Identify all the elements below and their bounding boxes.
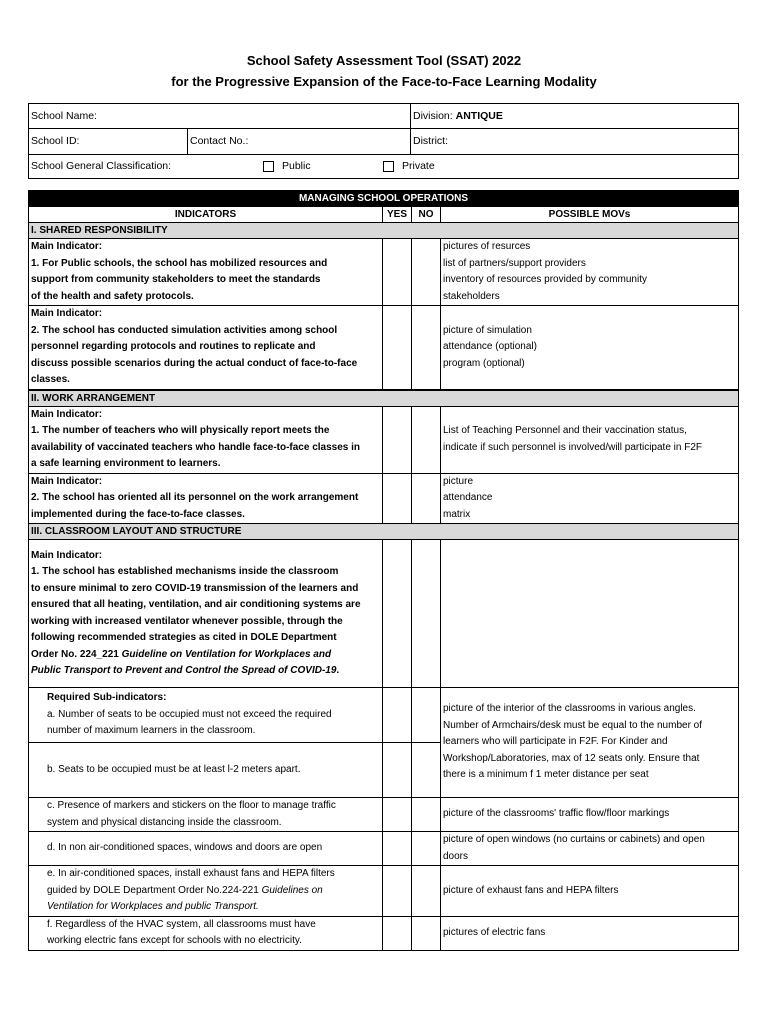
- yes-cell[interactable]: [383, 540, 412, 688]
- table-row: [29, 798, 739, 832]
- no-cell[interactable]: [412, 688, 441, 743]
- table-row: [29, 866, 739, 917]
- yes-cell[interactable]: [383, 916, 412, 950]
- col-movs: POSSIBLE MOVs: [441, 207, 739, 223]
- yes-cell[interactable]: [383, 306, 412, 390]
- yes-cell[interactable]: [383, 743, 412, 798]
- mov-cell: List of Teaching Personnel and their vaccination status, indicate if such personnel is involved/will participate in F2F: [441, 406, 739, 473]
- mov-cell: picture attendance matrix: [441, 473, 739, 524]
- table-row: [29, 832, 739, 866]
- private-checkbox[interactable]: [383, 161, 394, 172]
- school-name-field[interactable]: School Name:: [29, 104, 411, 129]
- col-yes: YES: [383, 207, 412, 223]
- mov-cell: pictures of resurces list of partners/support providers inventory of resources provided by community stakeholders: [441, 239, 739, 306]
- no-cell[interactable]: [412, 406, 441, 473]
- mov-cell: picture of simulation attendance (optional) program (optional): [441, 306, 739, 390]
- mov-cell: picture of exhaust fans and HEPA filters: [441, 866, 739, 917]
- table-row: [29, 916, 739, 950]
- no-cell[interactable]: [412, 473, 441, 524]
- district-field[interactable]: District:: [411, 129, 739, 155]
- no-cell[interactable]: [412, 743, 441, 798]
- section-shared-responsibility: I. SHARED RESPONSIBILITY: [29, 223, 739, 239]
- sub-indicator-b: b. Seats to be occupied must be at least l-2 meters apart.: [29, 743, 383, 798]
- mov-cell: picture of the classrooms' traffic flow/floor markings: [441, 798, 739, 832]
- public-checkbox[interactable]: [263, 161, 274, 172]
- division-value: ANTIQUE: [455, 109, 503, 122]
- yes-cell[interactable]: [383, 688, 412, 743]
- indicator-cell: Main Indicator: 1. For Public schools, the school has mobilized resources and support from community stakeholders to meet the standards of the health and safety protocols.: [29, 239, 383, 306]
- table-row: [29, 406, 739, 473]
- sub-indicator-d: d. In non air-conditioned spaces, windows and doors are open: [29, 832, 383, 866]
- section-work-arrangement: II. WORK ARRANGEMENT: [29, 390, 739, 407]
- classification-row: [29, 155, 739, 179]
- school-id-field[interactable]: School ID:: [29, 129, 188, 155]
- no-cell[interactable]: [412, 832, 441, 866]
- no-cell[interactable]: [412, 798, 441, 832]
- no-cell[interactable]: [412, 239, 441, 306]
- table-header: MANAGING SCHOOL OPERATIONS: [29, 191, 739, 207]
- no-cell[interactable]: [412, 916, 441, 950]
- table-row: [29, 473, 739, 524]
- yes-cell[interactable]: [383, 406, 412, 473]
- indicator-cell: Main Indicator: 1. The school has established mechanisms inside the classroom to ensure minimal to zero COVID-19 transmission of the learners and ensured that all heating, ventilation, and air conditioning systems are working with increased ventilator whenever possible, through the following recommended strategies as cited in DOLE Department Order No. 224_221 Guideline on Ventilation for Workplaces and Public Transport to Prevent and Control the Spread of COVID-19.: [29, 540, 383, 688]
- classification-label: School General Classification:: [31, 160, 172, 173]
- sub-indicator-f: f. Regardless of the HVAC system, all classrooms must have working electric fans except for schools with no electricity.: [29, 916, 383, 950]
- assessment-table: [28, 190, 739, 951]
- indicator-cell: Main Indicator: 2. The school has conducted simulation activities among school personnel regarding protocols and routines to replicate and discuss possible scenarios during the actual conduct of face-to-face classes.: [29, 306, 383, 390]
- yes-cell[interactable]: [383, 473, 412, 524]
- document-title: School Safety Assessment Tool (SSAT) 2022: [246, 53, 522, 68]
- document-subtitle: for the Progressive Expansion of the Face-to-Face Learning Modality: [171, 74, 597, 89]
- table-row: [29, 239, 739, 306]
- sub-indicator-e: e. In air-conditioned spaces, install exhaust fans and HEPA filters guided by DOLE Department Order No.224-221 Guidelines on Ventilation for Workplaces and public Transport.: [29, 866, 383, 917]
- indicator-cell: Main Indicator: 1. The number of teachers who will physically report meets the availability of vaccinated teachers who handle face-to-face classes in a safe learning environment to learners.: [29, 406, 383, 473]
- yes-cell[interactable]: [383, 866, 412, 917]
- table-row: [29, 540, 739, 688]
- yes-cell[interactable]: [383, 832, 412, 866]
- mov-cell: picture of open windows (no curtains or cabinets) and open doors: [441, 832, 739, 866]
- yes-cell[interactable]: [383, 798, 412, 832]
- sub-indicator-a: Required Sub-indicators: a. Number of seats to be occupied must not exceed the required number of maximum learners in the classroom.: [29, 688, 383, 743]
- indicator-cell: Main Indicator: 2. The school has oriented all its personnel on the work arrangement implemented during the face-to-face classes.: [29, 473, 383, 524]
- school-info-table: [28, 103, 739, 179]
- contact-no-field[interactable]: Contact No.:: [188, 129, 411, 155]
- division-field[interactable]: Division: ANTIQUE: [411, 104, 739, 129]
- col-indicators: INDICATORS: [29, 207, 383, 223]
- table-row: [29, 306, 739, 390]
- section-classroom-layout: III. CLASSROOM LAYOUT AND STRUCTURE: [29, 524, 739, 540]
- no-cell[interactable]: [412, 866, 441, 917]
- mov-cell: [441, 540, 739, 688]
- col-no: NO: [412, 207, 441, 223]
- sub-indicator-c: c. Presence of markers and stickers on the floor to manage traffic system and physical distancing inside the classroom.: [29, 798, 383, 832]
- no-cell[interactable]: [412, 540, 441, 688]
- mov-cell: picture of the interior of the classrooms in various angles. Number of Armchairs/desk must be equal to the number of learners who will participate in F2F. For Kinder and Workshop/Laboratories, max of 12 seats only. Ensure that there is a minimum f 1 meter distance per seat: [441, 688, 739, 798]
- public-label: Public: [282, 160, 311, 173]
- no-cell[interactable]: [412, 306, 441, 390]
- private-label: Private: [402, 160, 435, 173]
- yes-cell[interactable]: [383, 239, 412, 306]
- table-row: [29, 688, 739, 743]
- mov-cell: pictures of electric fans: [441, 916, 739, 950]
